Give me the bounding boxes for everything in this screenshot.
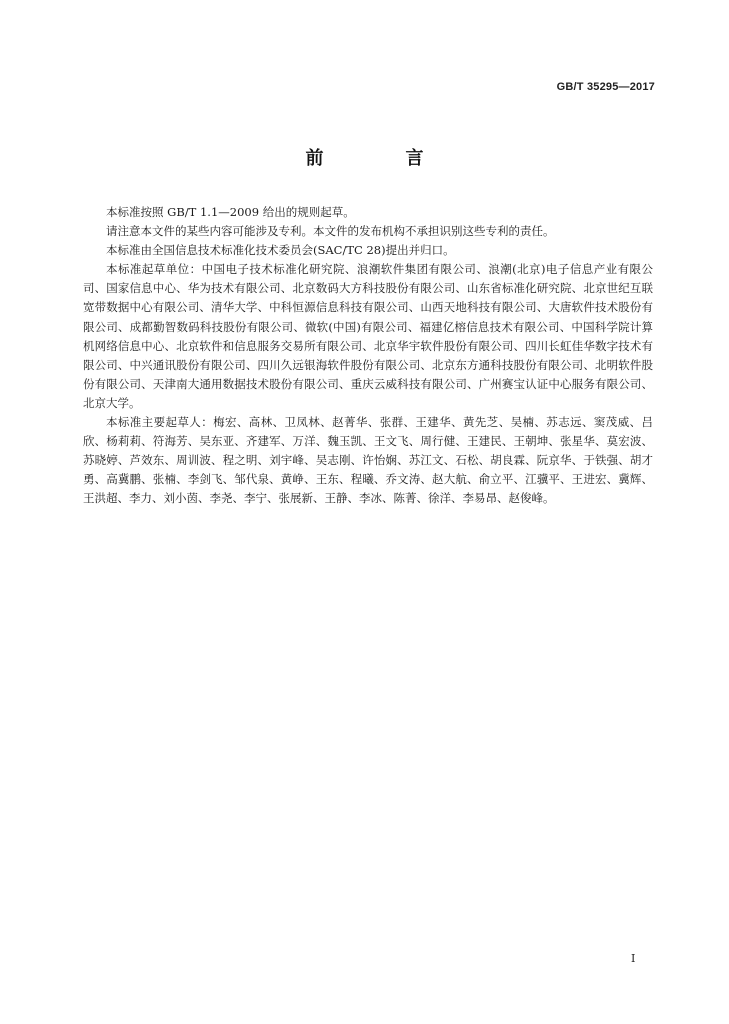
- paragraph-drafting-rules: 本标准按照 GB/T 1.1—2009 给出的规则起草。: [106, 205, 355, 219]
- paragraph-patent-notice: 请注意本文件的某些内容可能涉及专利。本文件的发布机构不承担识别这些专利的责任。: [106, 224, 555, 239]
- foreword-body: [83, 203, 653, 509]
- page-number: I: [631, 952, 636, 965]
- paragraph-drafters: 本标准主要起草人：梅宏、高林、卫凤林、赵菁华、张群、王建华、黄先芝、吴楠、苏志远、窦茂威、吕欣、杨莉莉、符海芳、吴东亚、齐建军、万洋、魏玉凯、王文飞、周行健、王建民、王朝坤、张星华、莫宏波、苏晓婷、芦效东、周训波、程之明、刘宇峰、吴志刚、许怡娴、苏江文、石松、胡良霖、阮京华、于铁强、胡才勇、高冀鹏、张楠、李剑飞、邹代泉、黄峥、王东、程曦、乔文涛、赵大航、俞立平、江骥平、王进宏、冀辉、王洪超、李力、刘小茵、李尧、李宁、张展新、王静、李冰、陈菁、徐洋、李易昂、赵俊峰。: [83, 415, 653, 506]
- page-title: 前 言: [305, 148, 456, 169]
- standard-code: GB/T 35295—2017: [556, 81, 655, 93]
- paragraph-proposer: 本标准由全国信息技术标准化技术委员会(SAC/TC 28)提出并归口。: [106, 243, 455, 258]
- paragraph-drafting-units: 本标准起草单位：中国电子技术标准化研究院、浪潮软件集团有限公司、浪潮(北京)电子信息产业有限公司、国家信息中心、华为技术有限公司、北京数码大方科技股份有限公司、山东省标准化研究院、北京世纪互联宽带数据中心有限公司、清华大学、中科恒源信息科技有限公司、山西天地科技有限公司、大唐软件技术股份有限公司、成都勤智数码科技股份有限公司、微软(中国)有限公司、福建亿榕信息技术有限公司、中国科学院计算机网络信息中心、北京软件和信息服务交易所有限公司、北京华宇软件股份有限公司、四川长虹佳华数字技术有限公司、中兴通讯股份有限公司、四川久远银海软件股份有限公司、北京东方通科技股份有限公司、北明软件股份有限公司、天津南大通用数据技术股份有限公司、重庆云威科技有限公司、广州赛宝认证中心服务有限公司、北京大学。: [83, 262, 653, 410]
